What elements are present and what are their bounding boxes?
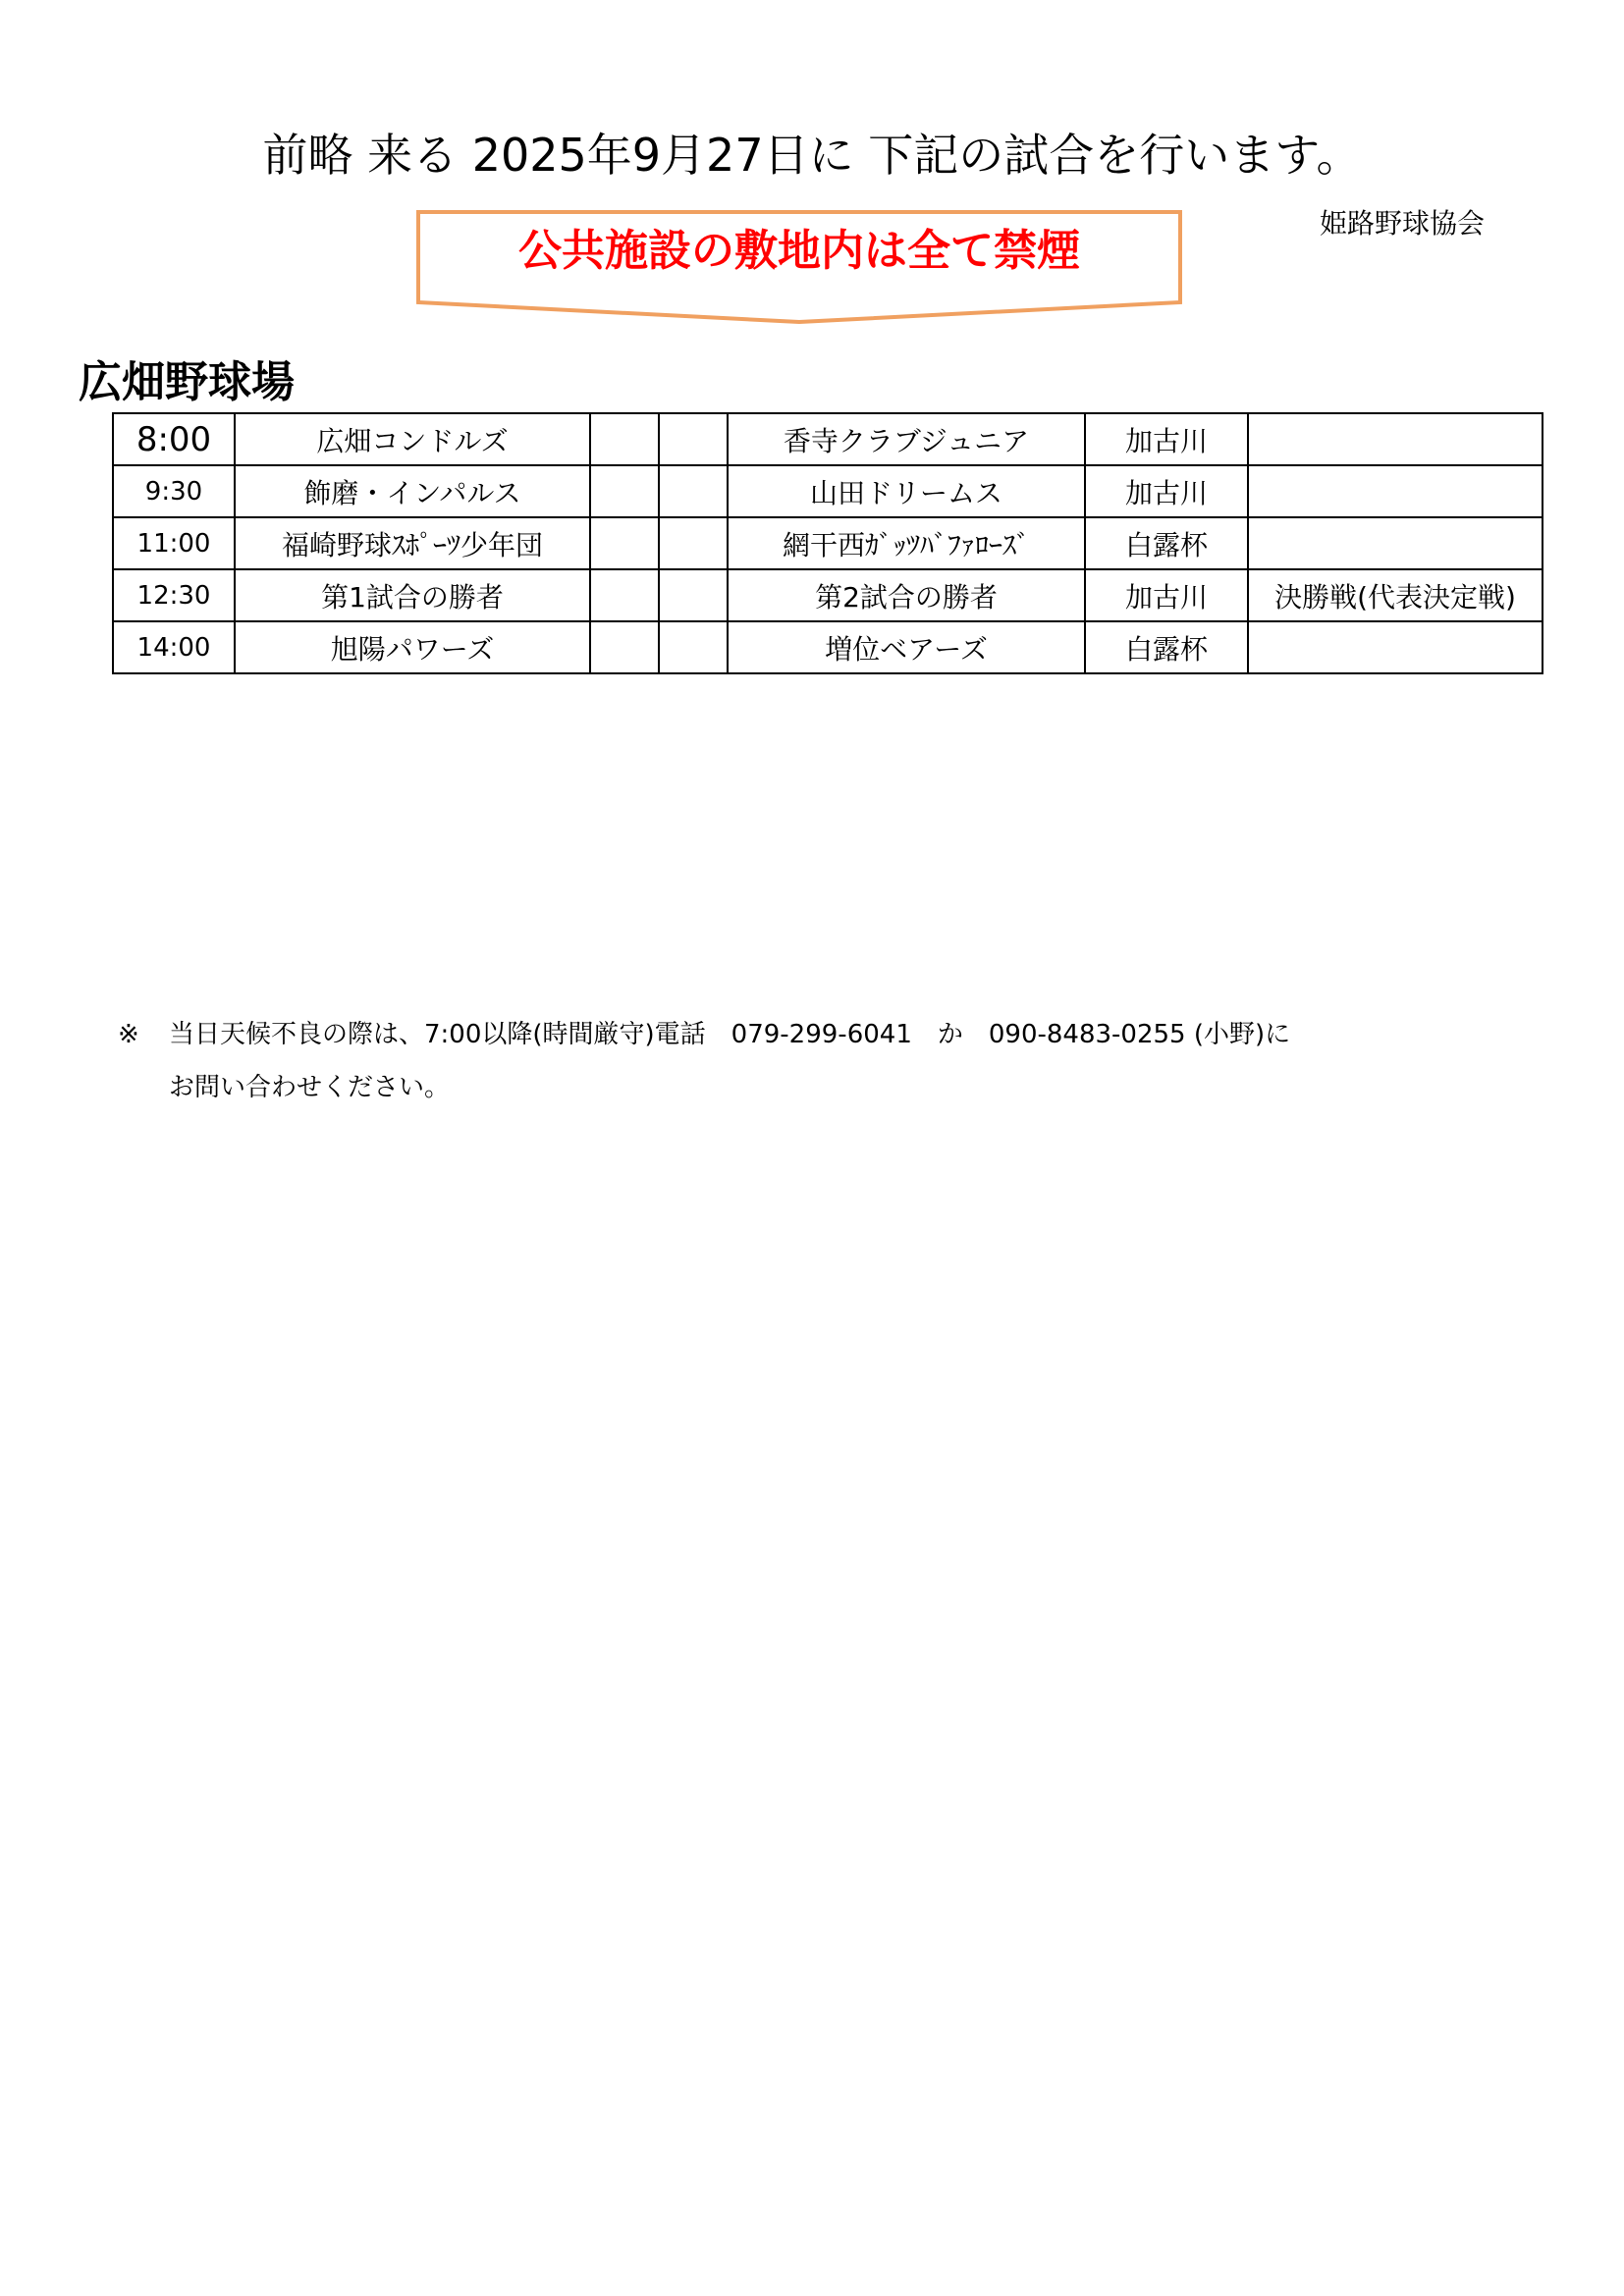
- home-score: [590, 413, 659, 465]
- notice-line-1: 当日天候不良の際は、7:00以降(時間厳守)電話 079-299-6041 か 090-8483-0255 (小野)に: [169, 1020, 1291, 1049]
- away-team: 網干西ｶﾞｯﾂﾊﾞﾌｧﾛｰｽﾞ: [728, 517, 1085, 569]
- page-headline: 前略 来る 2025年9月27日に 下記の試合を行います。: [262, 129, 1362, 182]
- match-time: 12:30: [113, 569, 235, 621]
- away-score: [659, 517, 728, 569]
- match-note: 決勝戦(代表決定戦): [1248, 569, 1543, 621]
- home-score: [590, 517, 659, 569]
- match-time: 8:00: [113, 413, 235, 465]
- banner-text: 公共施設の敷地内は全て禁煙: [518, 226, 1080, 276]
- no-smoking-banner: [416, 208, 1182, 326]
- weather-notice: [118, 1017, 1290, 1052]
- match-note: [1248, 413, 1543, 465]
- home-score: [590, 569, 659, 621]
- table-row: [113, 569, 1543, 621]
- home-score: [590, 465, 659, 517]
- away-team: 第2試合の勝者: [728, 569, 1085, 621]
- venue-name: 広畑野球場: [79, 357, 295, 407]
- away-team: 香寺クラブジュニア: [728, 413, 1085, 465]
- match-time: 14:00: [113, 621, 235, 673]
- league-name: 加古川: [1085, 569, 1248, 621]
- table-row: [113, 413, 1543, 465]
- organization-name: 姫路野球協会: [1319, 207, 1485, 240]
- away-score: [659, 621, 728, 673]
- match-note: [1248, 465, 1543, 517]
- reference-mark: ※: [118, 1020, 139, 1049]
- league-name: 白露杯: [1085, 621, 1248, 673]
- home-team: 福崎野球ｽﾎﾟｰﾂ少年団: [235, 517, 590, 569]
- match-schedule-table: [112, 412, 1543, 674]
- away-score: [659, 413, 728, 465]
- league-name: 加古川: [1085, 465, 1248, 517]
- away-team: 山田ドリームス: [728, 465, 1085, 517]
- league-name: 加古川: [1085, 413, 1248, 465]
- away-score: [659, 569, 728, 621]
- table-row: [113, 517, 1543, 569]
- notice-line-2: お問い合わせください。: [169, 1073, 451, 1102]
- match-note: [1248, 621, 1543, 673]
- home-team: 広畑コンドルズ: [235, 413, 590, 465]
- table-row: [113, 621, 1543, 673]
- home-score: [590, 621, 659, 673]
- home-team: 旭陽パワーズ: [235, 621, 590, 673]
- match-time: 9:30: [113, 465, 235, 517]
- table-row: [113, 465, 1543, 517]
- league-name: 白露杯: [1085, 517, 1248, 569]
- match-time: 11:00: [113, 517, 235, 569]
- away-team: 増位ベアーズ: [728, 621, 1085, 673]
- home-team: 飾磨・インパルス: [235, 465, 590, 517]
- away-score: [659, 465, 728, 517]
- home-team: 第1試合の勝者: [235, 569, 590, 621]
- match-note: [1248, 517, 1543, 569]
